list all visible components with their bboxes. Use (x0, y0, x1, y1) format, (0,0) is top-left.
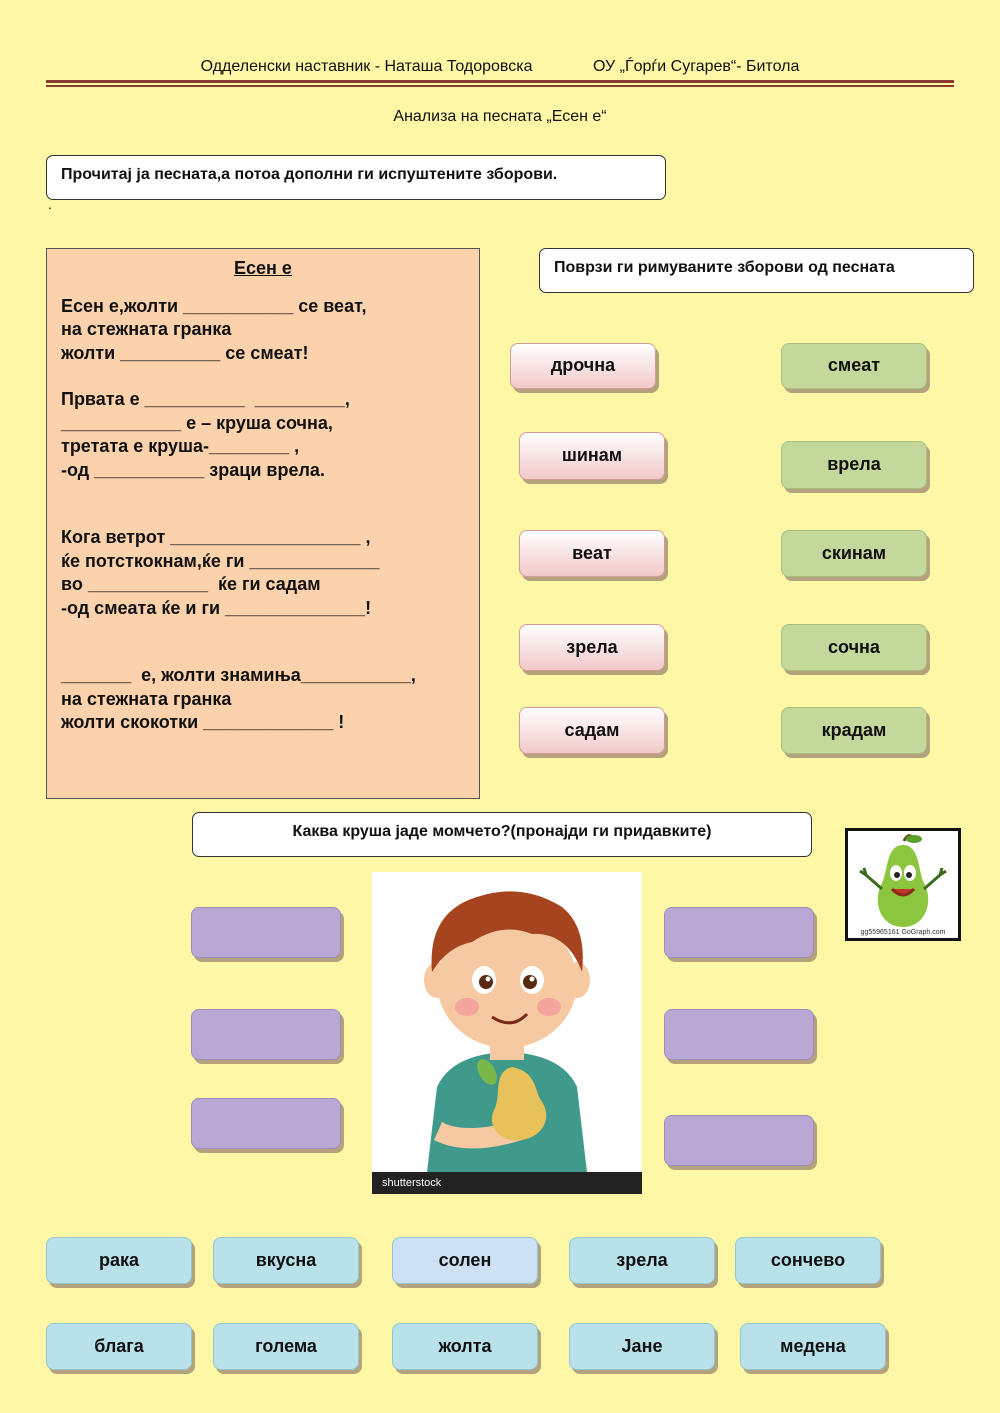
rhyme-left-2[interactable]: шинам (519, 432, 665, 480)
instruction-match-rhymes: Поврзи ги римуваните зборови од песната (539, 248, 974, 293)
pear-body (878, 845, 928, 927)
school-name: ОУ „Ѓорѓи Сугарев“- Битола (592, 58, 800, 75)
rhyme-right-1[interactable]: смеат (781, 343, 927, 389)
rhyme-left-5[interactable]: садам (519, 707, 665, 754)
adjective-slot-1[interactable] (191, 907, 341, 958)
rhyme-right-5[interactable]: крадам (781, 707, 927, 754)
adjective-slot-2[interactable] (191, 1009, 341, 1060)
rhyme-left-4[interactable]: зрела (519, 624, 665, 671)
adjective-choice-8[interactable]: жолта (392, 1323, 538, 1370)
pear-character-image (845, 828, 961, 941)
rhyme-right-3[interactable]: скинам (781, 530, 927, 577)
adjective-slot-4[interactable] (664, 907, 814, 958)
adjective-choice-4[interactable]: зрела (569, 1237, 715, 1284)
poem-title: Есен е (234, 258, 292, 278)
poem-stanza-1: Есен е,жолти ___________ се веат, на стежната гранка жолти __________ се смеат! (61, 295, 367, 363)
adjective-choice-3[interactable]: солен (392, 1237, 538, 1284)
instruction-fill-words: Прочитај ја песната,а потоа дополни ги испуштените зборови. (46, 155, 666, 200)
adjective-slot-5[interactable] (664, 1009, 814, 1060)
teacher-name: Одделенски наставник - Наташа Тодоровска (200, 58, 533, 75)
adjective-choice-1[interactable]: рака (46, 1237, 192, 1284)
adjective-choice-5[interactable]: сончево (735, 1237, 881, 1284)
boy-eating-pear-image (372, 872, 642, 1194)
header-rule-thin (46, 85, 954, 87)
header-rule (46, 80, 954, 83)
adjective-slot-6[interactable] (664, 1115, 814, 1166)
rhyme-left-3[interactable]: веат (519, 530, 665, 577)
adjective-choice-9[interactable]: Јане (569, 1323, 715, 1370)
adjective-choice-10[interactable]: медена (740, 1323, 886, 1370)
rhyme-right-4[interactable]: сочна (781, 624, 927, 671)
pear-character-icon (848, 831, 958, 938)
boy-illustration (372, 872, 642, 1172)
instruction-adjectives: Каква круша јаде момчето?(пронајди ги придавките) (192, 812, 812, 857)
poem-box (46, 248, 480, 799)
adjective-slot-3[interactable] (191, 1098, 341, 1149)
adjective-choice-2[interactable]: вкусна (213, 1237, 359, 1284)
worksheet-title: Анализа на песната „Есен е“ (393, 108, 607, 125)
pear-image-caption: gg55965161 GoGraph.com (860, 929, 946, 936)
stock-watermark-bar: shutterstock (372, 1172, 642, 1194)
stray-dot: . (48, 196, 52, 212)
adjective-choice-7[interactable]: голема (213, 1323, 359, 1370)
rhyme-left-1[interactable]: дрочна (510, 343, 656, 389)
poem-stanza-3: Кога ветрот ___________________ , ќе потсткокнам,ќе ги _____________ во ____________ ќе ги садам -од смеата ќе и ги ______________! (61, 527, 380, 618)
adjective-choice-6[interactable]: блага (46, 1323, 192, 1370)
page-header (0, 58, 1000, 76)
poem-stanza-4: _______ е, жолти знамиња___________, на стежната гранка жолти скокотки _____________ ! (61, 665, 416, 732)
rhyme-right-2[interactable]: врела (781, 441, 927, 489)
poem-stanza-2: Првата е __________ _________, ____________ е – круша сочна, третата е круша-________ , -од ___________ зраци врела. (61, 389, 350, 480)
